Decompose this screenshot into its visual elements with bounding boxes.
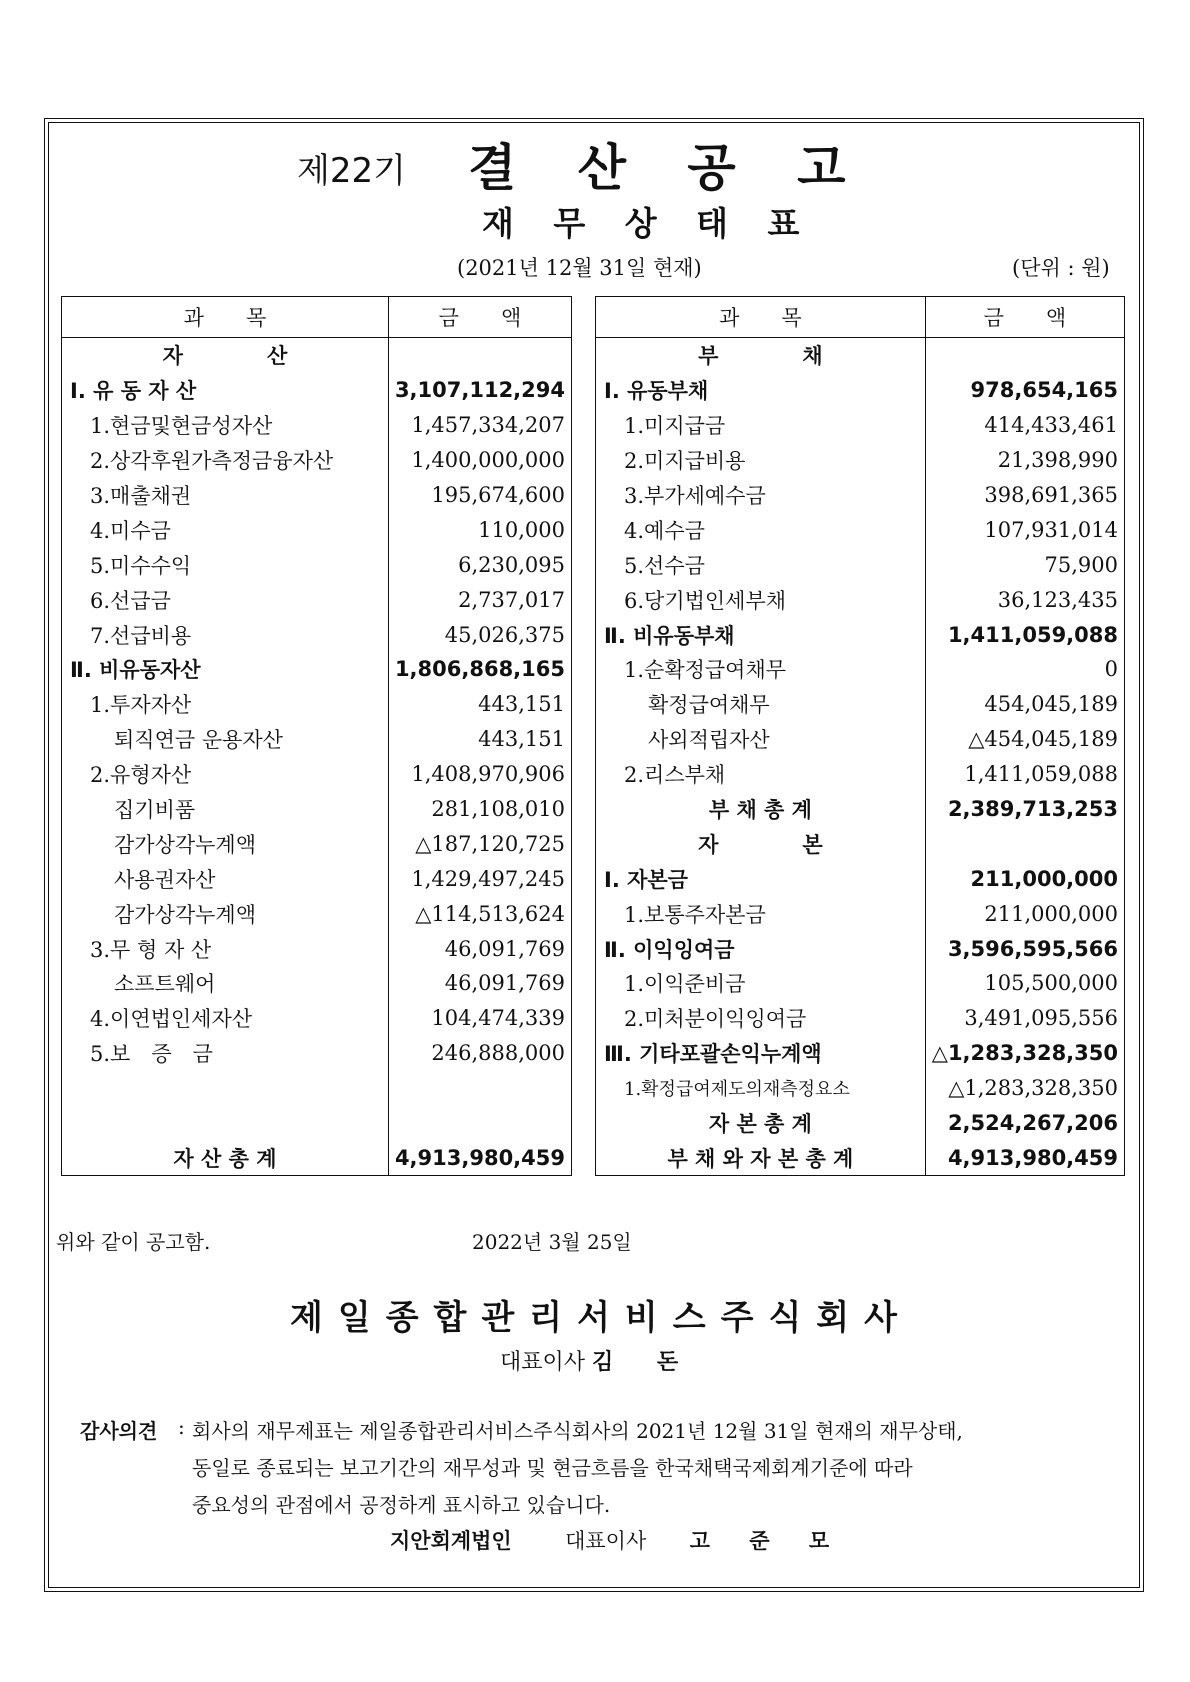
account-amount: 46,091,769 <box>444 971 565 996</box>
account-amount: 1,806,868,165 <box>394 657 565 682</box>
table-row <box>596 617 1125 652</box>
table-row <box>62 617 572 652</box>
audit-opinion-label: 감사의견 <box>80 1419 158 1443</box>
table-row <box>62 896 572 931</box>
account-label: 부 채 총 계 <box>596 792 926 827</box>
account-label: 확정급여채무 <box>596 687 926 722</box>
account-label: 6.당기법인세부채 <box>596 582 926 617</box>
ceo-title: 대표이사 <box>500 1350 586 1375</box>
auditor-name: 고 준 모 <box>689 1529 846 1553</box>
table-row <box>62 826 572 861</box>
account-label: 사외적립자산 <box>596 722 926 757</box>
account-label: 2.미지급비용 <box>596 443 926 478</box>
account-amount <box>925 338 1124 373</box>
table-header-row <box>596 297 1125 338</box>
account-amount <box>388 1106 571 1141</box>
table-row <box>62 861 572 896</box>
table-row <box>596 792 1125 827</box>
account-amount: 211,000,000 <box>970 866 1118 891</box>
table-row <box>596 896 1125 931</box>
table-row <box>62 1001 572 1036</box>
account-amount: 1,411,059,088 <box>964 762 1118 787</box>
subject-header: 과 목 <box>596 297 926 338</box>
table-row <box>596 373 1125 408</box>
table-row <box>596 338 1125 373</box>
audit-line-2: 동일로 종료되는 보고기간의 재무성과 및 현금흐름을 한국채택국제회계기준에 따라 <box>192 1456 913 1480</box>
account-label: 퇴직연금 운용자산 <box>62 722 389 757</box>
account-label: 자 본 총 계 <box>596 1106 926 1141</box>
account-label: 5.보 증 금 <box>62 1036 389 1071</box>
account-amount: 21,398,990 <box>997 448 1118 473</box>
table-row <box>596 722 1125 757</box>
table-row <box>62 757 572 792</box>
account-label: 2.유형자산 <box>62 757 389 792</box>
account-amount: 2,524,267,206 <box>947 1111 1118 1136</box>
table-row <box>596 1071 1125 1106</box>
account-label: 3.무 형 자 산 <box>62 931 389 966</box>
table-row <box>62 1036 572 1071</box>
table-row <box>596 757 1125 792</box>
account-amount: 3,491,095,556 <box>964 1006 1118 1031</box>
table-row <box>596 1106 1125 1141</box>
auditor-title: 대표이사 <box>565 1529 647 1553</box>
account-amount: 3,107,112,294 <box>394 378 565 403</box>
account-amount: 978,654,165 <box>970 378 1118 403</box>
table-row <box>596 861 1125 896</box>
account-label: 집기비품 <box>62 792 389 827</box>
table-row <box>596 931 1125 966</box>
table-row <box>62 792 572 827</box>
account-amount: 195,674,600 <box>431 483 565 507</box>
table-row <box>62 408 572 443</box>
account-amount: △1,283,328,350 <box>931 1041 1118 1066</box>
account-amount: △454,045,189 <box>968 727 1118 752</box>
amount-header: 금 액 <box>388 297 571 338</box>
account-label: 부 채 와 자 본 총 계 <box>596 1140 926 1175</box>
account-label: 사용권자산 <box>62 861 389 896</box>
subject-header: 과 목 <box>62 297 389 338</box>
account-amount: 443,151 <box>478 692 565 717</box>
table-row <box>62 582 572 617</box>
table-row <box>62 338 572 373</box>
account-label: 감가상각누계액 <box>62 826 389 861</box>
account-label: 1.미지급금 <box>596 408 926 443</box>
account-amount: △1,283,328,350 <box>948 1076 1118 1101</box>
account-label: Ⅰ. 자본금 <box>596 861 926 896</box>
amount-header: 금 액 <box>925 297 1124 338</box>
notice-date: 2022년 3월 25일 <box>472 1230 632 1254</box>
table-row <box>596 966 1125 1001</box>
table-row <box>62 652 572 687</box>
audit-line-3: 중요성의 관점에서 공정하게 표시하고 있습니다. <box>192 1493 611 1517</box>
account-label: Ⅰ. 유동부채 <box>596 373 926 408</box>
audit-line-1: 회사의 재무제표는 제일종합관리서비스주식회사의 2021년 12월 31일 현재의 재무상태, <box>192 1419 963 1443</box>
account-amount: 46,091,769 <box>444 936 565 961</box>
account-amount <box>388 338 571 373</box>
table-row <box>62 966 572 1001</box>
auditor-line <box>390 1525 845 1555</box>
table-row <box>62 512 572 547</box>
account-label: 자 산 <box>62 338 389 373</box>
account-amount: △114,513,624 <box>415 901 565 926</box>
account-label: 소프트웨어 <box>62 966 389 1001</box>
table-row <box>62 1140 572 1175</box>
account-label: 1.순확정급여채무 <box>596 652 926 687</box>
assets-table <box>61 296 572 1176</box>
table-row <box>62 373 572 408</box>
account-label: Ⅱ. 비유동자산 <box>62 652 389 687</box>
table-row <box>596 512 1125 547</box>
account-label: 7.선급비용 <box>62 617 389 652</box>
account-amount: 1,457,334,207 <box>411 413 565 438</box>
statement-title: 재 무 상 태 표 <box>482 204 814 243</box>
table-row <box>596 582 1125 617</box>
account-amount: 1,411,059,088 <box>947 622 1118 647</box>
table-row <box>596 1036 1125 1071</box>
table-row <box>62 478 572 513</box>
account-label: 3.부가세예수금 <box>596 478 926 513</box>
account-label: 5.선수금 <box>596 547 926 582</box>
account-amount: 6,230,095 <box>458 552 565 577</box>
table-row <box>62 687 572 722</box>
page-title: 결 산 공 고 <box>468 139 868 197</box>
table-header-row <box>62 297 572 338</box>
account-label <box>62 1106 389 1141</box>
table-row <box>596 443 1125 478</box>
account-amount: 107,931,014 <box>984 517 1118 542</box>
account-label <box>62 1071 389 1106</box>
account-amount: 398,691,365 <box>984 483 1118 507</box>
account-amount: 281,108,010 <box>431 797 565 822</box>
account-label: 감가상각누계액 <box>62 896 389 931</box>
account-label: 4.미수금 <box>62 512 389 547</box>
account-label: Ⅲ. 기타포괄손익누계액 <box>596 1036 926 1071</box>
table-row <box>62 443 572 478</box>
table-row <box>596 1140 1125 1175</box>
account-label: 1.확정급여제도의재측정요소 <box>596 1071 926 1106</box>
company-name: 제일종합관리서비스주식회사 <box>290 1298 912 1338</box>
table-row <box>596 652 1125 687</box>
account-label: Ⅱ. 이익잉여금 <box>596 931 926 966</box>
ceo-line <box>500 1345 696 1376</box>
account-amount: 2,389,713,253 <box>947 797 1118 822</box>
account-amount: 75,900 <box>1044 552 1118 577</box>
table-row <box>596 1001 1125 1036</box>
account-label: 1.투자자산 <box>62 687 389 722</box>
account-amount: 1,429,497,245 <box>411 866 565 891</box>
liabilities-equity-table <box>595 296 1125 1176</box>
account-label: 5.미수수익 <box>62 547 389 582</box>
account-label: 2.리스부채 <box>596 757 926 792</box>
table-row <box>62 931 572 966</box>
table-row <box>596 408 1125 443</box>
account-label: 4.이연법인세자산 <box>62 1001 389 1036</box>
account-label: 3.매출채권 <box>62 478 389 513</box>
account-label: 1.보통주자본금 <box>596 896 926 931</box>
table-row <box>596 687 1125 722</box>
account-amount: 110,000 <box>478 517 565 542</box>
account-amount: 36,123,435 <box>997 587 1118 612</box>
account-amount: 1,400,000,000 <box>411 448 565 473</box>
auditor-firm: 지안회계법인 <box>390 1529 512 1553</box>
account-amount: 4,913,980,459 <box>947 1145 1118 1170</box>
account-label: 4.예수금 <box>596 512 926 547</box>
account-amount: 3,596,595,566 <box>947 936 1118 961</box>
account-amount: 211,000,000 <box>984 901 1118 926</box>
account-label: 부 채 <box>596 338 926 373</box>
account-amount: 0 <box>1104 657 1118 682</box>
account-label: 자 본 <box>596 826 926 861</box>
fiscal-term: 제22기 <box>297 151 406 191</box>
table-row <box>596 826 1125 861</box>
table-row <box>596 478 1125 513</box>
account-amount <box>388 1071 571 1106</box>
account-label: 2.상각후원가측정금융자산 <box>62 443 389 478</box>
account-amount <box>925 826 1124 861</box>
account-amount: 105,500,000 <box>984 971 1118 996</box>
account-label: 1.현금및현금성자산 <box>62 408 389 443</box>
ceo-name: 김 돈 <box>592 1350 697 1375</box>
as-of-date: (2021년 12월 31일 현재) <box>457 256 702 280</box>
audit-colon: : <box>178 1415 185 1439</box>
account-label: 2.미처분이익잉여금 <box>596 1001 926 1036</box>
account-label: Ⅱ. 비유동부채 <box>596 617 926 652</box>
unit-label: (단위 : 원) <box>1012 256 1110 280</box>
account-label: 자 산 총 계 <box>62 1140 389 1175</box>
account-amount: △187,120,725 <box>415 831 565 856</box>
account-amount: 443,151 <box>478 727 565 752</box>
account-amount: 1,408,970,906 <box>411 762 565 787</box>
account-label: 6.선급금 <box>62 582 389 617</box>
notice-text: 위와 같이 공고함. <box>56 1230 211 1254</box>
account-amount: 414,433,461 <box>984 413 1118 438</box>
account-amount: 454,045,189 <box>984 692 1118 717</box>
account-amount: 104,474,339 <box>431 1006 565 1031</box>
account-amount: 4,913,980,459 <box>394 1145 565 1170</box>
table-row <box>62 547 572 582</box>
account-label: Ⅰ. 유 동 자 산 <box>62 373 389 408</box>
table-row <box>62 1106 572 1141</box>
table-row <box>62 722 572 757</box>
table-row <box>596 547 1125 582</box>
account-label: 1.이익준비금 <box>596 966 926 1001</box>
table-row <box>62 1071 572 1106</box>
account-amount: 45,026,375 <box>444 622 565 647</box>
account-amount: 2,737,017 <box>458 587 565 612</box>
account-amount: 246,888,000 <box>431 1041 565 1066</box>
